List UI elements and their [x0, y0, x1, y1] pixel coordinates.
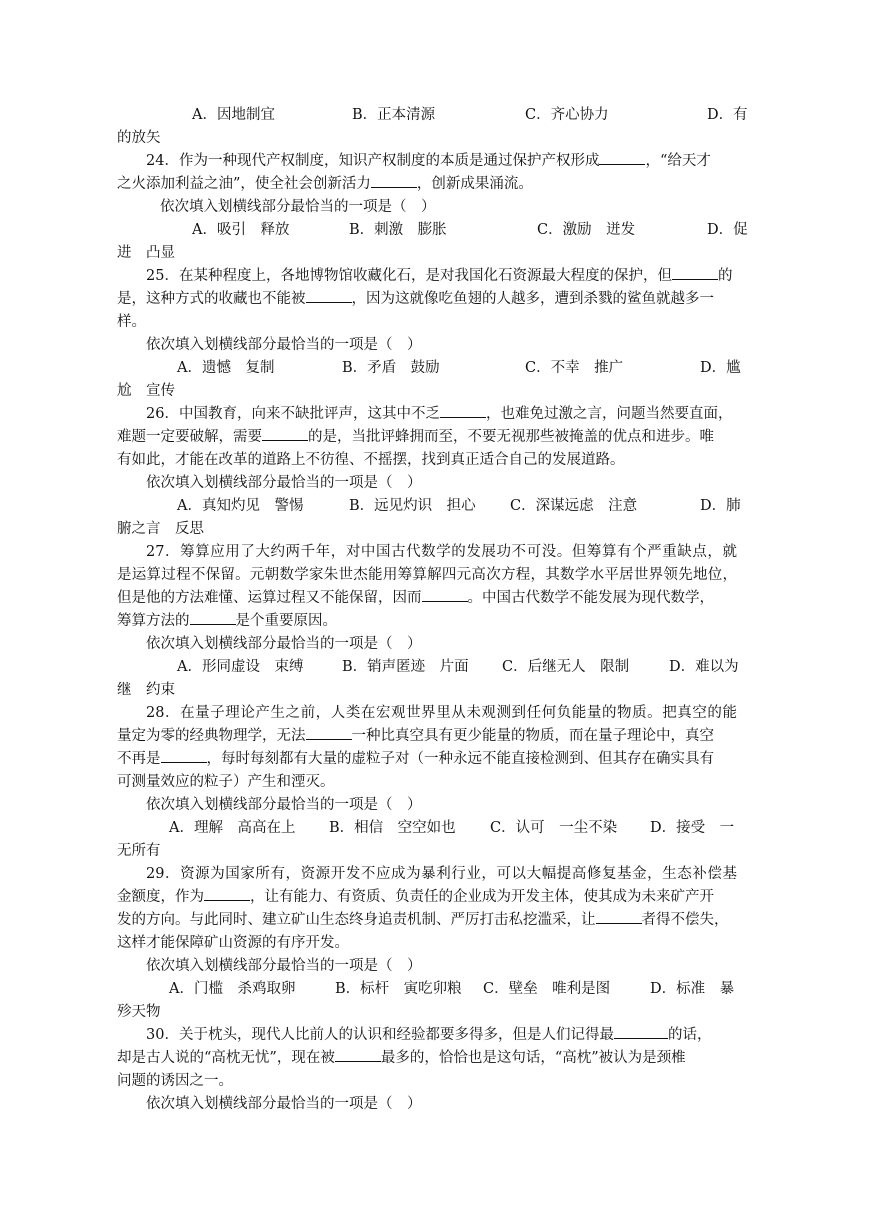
- answer-blank: [161, 748, 207, 763]
- option-a[interactable]: A．理解 高高在上: [169, 820, 296, 836]
- option-d-continued: 尬 宣传: [117, 383, 175, 399]
- option-c[interactable]: C．深谋远虑 注意: [510, 498, 638, 514]
- q26-stem-line: 有如此，才能在改革的道路上不彷徨、不摇摆，找到真正适合自己的发展道路。: [117, 452, 625, 468]
- q29-prompt: 依次填入划横线部分最恰当的一项是（ ）: [146, 958, 422, 974]
- q27-stem-line: 筹算方法的 是个重要原因。: [117, 610, 737, 633]
- option-b[interactable]: B．相信 空空如也: [329, 820, 456, 836]
- q29-stem-line: 这样才能保障矿山资源的有序开发。: [117, 935, 349, 951]
- answer-blank: [599, 150, 645, 165]
- option-a[interactable]: A．真知灼见 警惕: [177, 498, 304, 514]
- option-c[interactable]: C．壁垒 唯利是图: [483, 981, 611, 997]
- q28-prompt: 依次填入划横线部分最恰当的一项是（ ）: [146, 797, 422, 813]
- option-a[interactable]: A．门槛 杀鸡取卵: [169, 981, 296, 997]
- q29-stem-line: 发的方向。与此同时、建立矿山生态终身追责机制、严厉打击私挖滥采，让 者得不偿失，: [117, 909, 737, 932]
- answer-blank: [335, 1047, 381, 1062]
- option-d[interactable]: D．有: [707, 107, 748, 123]
- q26-stem-line: 难题一定要破解，需要 的是，当批评蜂拥而至，不要无视那些被掩盖的优点和进步。唯: [117, 426, 737, 449]
- answer-blank: [204, 886, 250, 901]
- q28-stem-line: 不再是 ，每时每刻都有大量的虚粒子对（一种永远不能直接检测到、但其存在确实具有: [117, 748, 737, 771]
- option-b[interactable]: B．刺激 膨胀: [349, 222, 447, 238]
- option-b[interactable]: B．标杆 寅吃卯粮: [335, 981, 462, 997]
- answer-blank: [596, 909, 642, 924]
- q28-stem: 28．在量子理论产生之前，人类在宏观世界里从未观测到任何负能量的物质。把真空的能: [146, 705, 737, 721]
- q26-stem: 26．中国教育，向来不缺批评声，这其中不乏 ，也难免过激之言，问题当然要直面，: [117, 403, 737, 426]
- option-a[interactable]: A．吸引 释放: [192, 222, 290, 238]
- answer-blank: [614, 1024, 668, 1039]
- option-b[interactable]: B．正本清源: [352, 107, 436, 123]
- option-d-continued: 进 凸显: [117, 245, 175, 261]
- q27-stem: 27．筹算应用了大约两千年，对中国古代数学的发展功不可没。但筹算有个严重缺点，就: [146, 544, 737, 560]
- option-b[interactable]: B．销声匿迹 片面: [342, 659, 469, 675]
- option-c[interactable]: C．后继无人 限制: [502, 659, 630, 675]
- q27-prompt: 依次填入划横线部分最恰当的一项是（ ）: [146, 636, 422, 652]
- q24-stem-line: 之火添加利益之油”，使全社会创新活力 ，创新成果涌流。: [117, 173, 737, 196]
- q30-stem-line: 却是古人说的“高枕无忧”，现在被 最多的，恰恰也是这句话，“高枕”被认为是颈椎: [117, 1047, 737, 1070]
- option-b[interactable]: B．远见灼识 担心: [349, 498, 476, 514]
- option-d[interactable]: D．促: [707, 222, 748, 238]
- option-d-continued: 无所有: [117, 843, 161, 859]
- q27-stem-line: 是运算过程不保留。元朝数学家朱世杰能用筹算解四元高次方程，其数学水平居世界领先地位，: [117, 567, 737, 583]
- answer-blank: [306, 288, 352, 303]
- answer-blank: [306, 725, 352, 740]
- q29-stem: 29．资源为国家所有，资源开发不应成为暴利行业，可以大幅提高修复基金，生态补偿基: [146, 866, 737, 882]
- option-d[interactable]: D．尴: [700, 360, 741, 376]
- answer-blank: [371, 173, 417, 188]
- answer-blank: [672, 265, 718, 280]
- option-d[interactable]: D．肺: [700, 498, 741, 514]
- q30-stem-line: 问题的诱因之一。: [117, 1073, 233, 1089]
- q30-prompt: 依次填入划横线部分最恰当的一项是（ ）: [146, 1096, 422, 1112]
- option-d-continued: 殄天物: [117, 1004, 161, 1020]
- option-b[interactable]: B．矛盾 鼓励: [342, 360, 440, 376]
- q25-stem-line: 是，这种方式的收藏也不能被 ，因为这就像吃鱼翅的人越多，遭到杀戮的鲨鱼就越多一: [117, 288, 737, 311]
- option-d[interactable]: D．接受 一: [650, 820, 735, 836]
- option-c[interactable]: C．激励 迸发: [537, 222, 636, 238]
- option-d-continued: 继 约束: [117, 682, 175, 698]
- option-c[interactable]: C．认可 一尘不染: [490, 820, 618, 836]
- q26-prompt: 依次填入划横线部分最恰当的一项是（ ）: [146, 475, 422, 491]
- q28-stem-line: 可测量效应的粒子）产生和湮灭。: [117, 774, 335, 790]
- q25-stem-line: 样。: [117, 314, 146, 330]
- answer-blank: [440, 403, 486, 418]
- answer-blank: [422, 587, 468, 602]
- option-a[interactable]: A．遗憾 复制: [177, 360, 275, 376]
- q24-stem: 24．作为一种现代产权制度，知识产权制度的本质是通过保护产权形成 ，“给天才: [117, 150, 737, 173]
- answer-blank: [190, 610, 236, 625]
- option-a[interactable]: A．形同虚设 束缚: [177, 659, 304, 675]
- option-d-continued: 的放矢: [117, 130, 161, 146]
- q27-stem-line: 但是他的方法难懂、运算过程又不能保留，因而 。中国古代数学不能发展为现代数学，: [117, 587, 737, 610]
- option-a[interactable]: A．因地制宜: [192, 107, 275, 123]
- q29-stem-line: 金额度，作为 ，让有能力、有资质、负责任的企业成为开发主体，使其成为未来矿产开: [117, 886, 737, 909]
- q24-prompt: 依次填入划横线部分最恰当的一项是（ ）: [160, 199, 436, 215]
- option-d-continued: 腑之言 反思: [117, 521, 204, 537]
- option-d[interactable]: D．难以为: [669, 659, 739, 675]
- answer-blank: [262, 426, 308, 441]
- q25-stem: 25．在某种程度上，各地博物馆收藏化石，是对我国化石资源最大程度的保护，但 的: [117, 265, 737, 288]
- q30-stem: 30．关于枕头，现代人比前人的认识和经验都要多得多，但是人们记得最 的话，: [117, 1024, 737, 1047]
- q28-stem-line: 量定为零的经典物理学，无法 一种比真空具有更少能量的物质，而在量子理论中，真空: [117, 725, 737, 748]
- option-c[interactable]: C．不幸 推广: [525, 360, 624, 376]
- q25-prompt: 依次填入划横线部分最恰当的一项是（ ）: [146, 337, 422, 353]
- option-d[interactable]: D．标准 暴: [650, 981, 735, 997]
- option-c[interactable]: C．齐心协力: [525, 107, 609, 123]
